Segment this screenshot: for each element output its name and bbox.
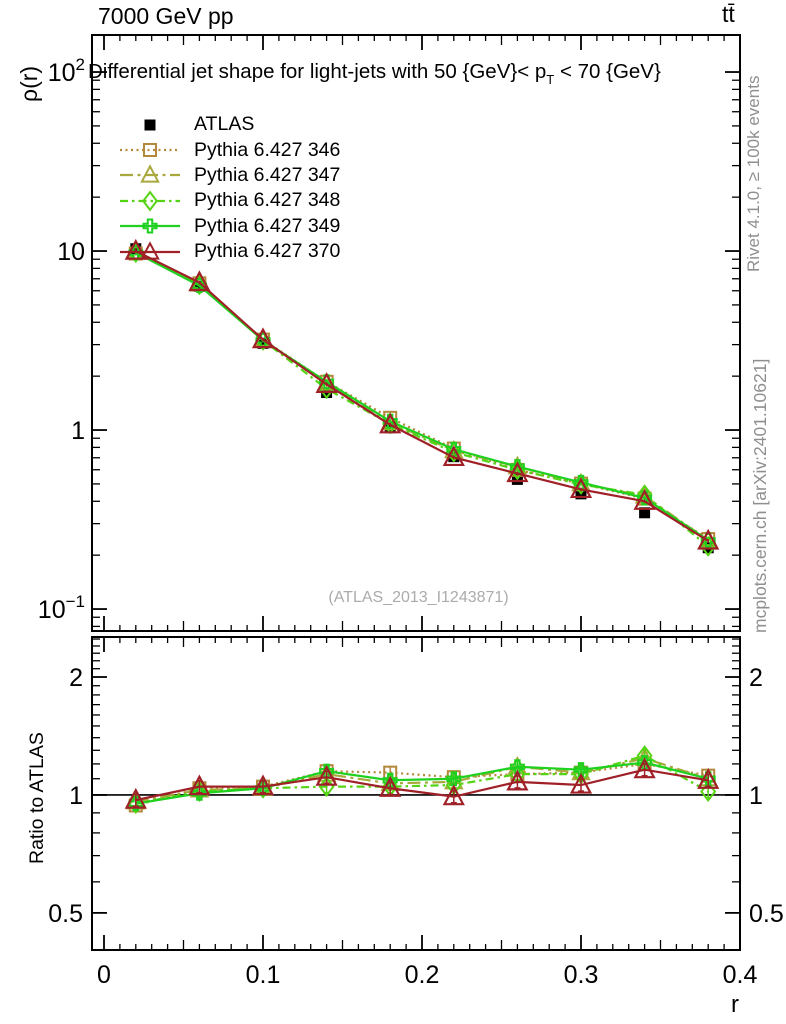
legend-item-pythia-370 [118, 239, 340, 264]
beam-energy-label: 7000 GeV pp [98, 3, 234, 29]
ratio-y-tick-label: 1 [69, 781, 83, 810]
main-y-tick-label: 10 [57, 238, 85, 267]
series-pythia-6-427-347 [128, 243, 717, 808]
ratio-y-tick-label: 2 [69, 663, 83, 692]
series-pythia-6-427-348 [129, 244, 715, 813]
legend-item-pythia-346 [118, 137, 340, 162]
legend-marker-atlas-icon [118, 114, 184, 136]
plot-title-pre: Differential jet shape for light-jets with 50 {GeV}< p [88, 60, 547, 83]
legend-marker-349-icon [118, 215, 184, 237]
plot-title-post: < 70 {GeV} [554, 60, 661, 83]
ratio-y-tick-label: 0.5 [48, 899, 83, 928]
x-tick-label: 0 [97, 961, 111, 989]
ratio-y-tick-label-right: 1 [749, 781, 763, 810]
ratio-y-tick-label-right: 0.5 [749, 899, 784, 928]
legend-item-pythia-349 [118, 214, 340, 239]
legend-label: ATLAS [194, 113, 255, 136]
main-y-axis-title: ρ(r) [16, 65, 42, 102]
main-y-tick-label: $10^2$ [47, 55, 85, 88]
legend-label: Pythia 6.427 370 [194, 240, 341, 263]
series-atlas [130, 243, 713, 553]
x-axis-title: r [731, 991, 739, 1018]
legend-marker-348-icon [118, 190, 184, 212]
series-pythia-6-427-370 [127, 241, 718, 807]
x-tick-label: 0.1 [245, 961, 281, 989]
legend-marker-346-icon [118, 139, 184, 161]
x-tick-label: 0.2 [404, 961, 440, 989]
series-pythia-6-427-346 [130, 248, 714, 812]
plot-title-subscript: T [546, 72, 555, 87]
mcplots-arxiv-note: mcplots.cern.ch [arXiv:2401.10621] [750, 358, 770, 633]
legend-item-atlas [118, 112, 340, 137]
main-y-tick-label: 1 [71, 417, 85, 446]
legend-item-pythia-347 [118, 163, 340, 188]
rivet-version-note: Rivet 4.1.0, ≥ 100k events [744, 75, 763, 272]
plot-title [88, 60, 661, 87]
main-y-tick-label: $10^{-1}$ [37, 592, 85, 625]
legend-label: Pythia 6.427 348 [194, 189, 341, 212]
legend-label: Pythia 6.427 346 [194, 138, 341, 161]
legend-label: Pythia 6.427 347 [194, 163, 341, 186]
series-pythia-6-427-349 [129, 246, 714, 810]
legend-item-pythia-348 [118, 188, 340, 213]
legend [118, 112, 340, 264]
ratio-y-tick-label-right: 2 [749, 663, 763, 692]
process-label: tt̄ [722, 1, 735, 27]
legend-marker-370-icon [118, 241, 184, 263]
legend-marker-347-icon [118, 164, 184, 186]
ratio-y-axis-title: Ratio to ATLAS [26, 732, 48, 864]
x-tick-label: 0.4 [722, 961, 758, 989]
legend-label: Pythia 6.427 349 [194, 214, 341, 237]
x-tick-label: 0.3 [563, 961, 599, 989]
analysis-watermark: (ATLAS_2013_I1243871) [328, 589, 509, 606]
